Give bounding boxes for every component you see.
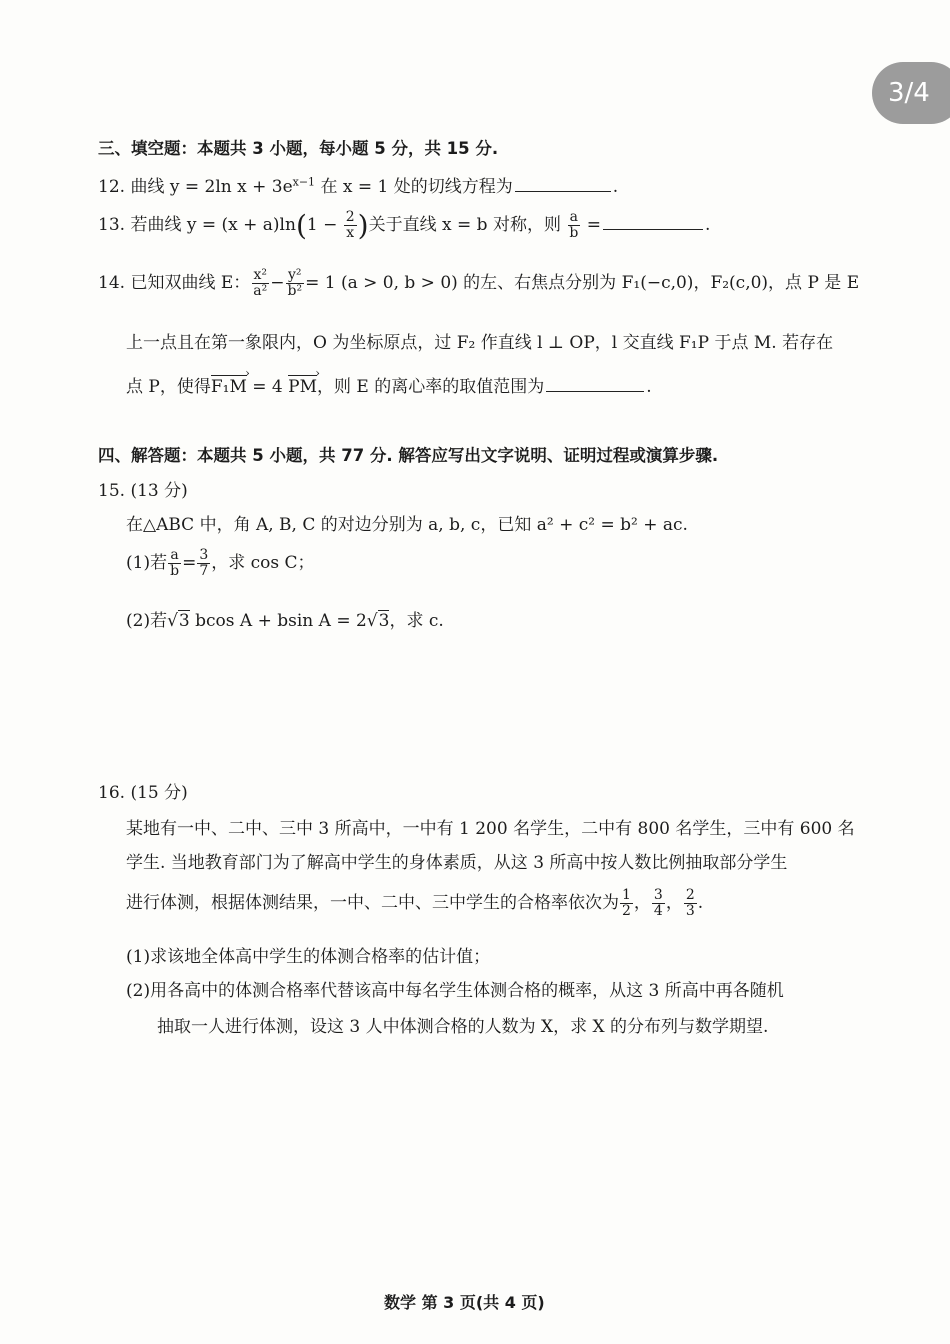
q15-p2-post: ，求 c. [389,611,444,631]
question-14-line-3 [126,372,652,397]
q15-part-1 [126,548,315,579]
q13-eq: = [586,215,601,235]
q15-stem: 在△ABC 中，角 A, B, C 的对边分别为 a, b, c，已知 a² + c² = b² + ac. [126,515,688,535]
question-13 [98,209,710,242]
q15-sqrt-3: 3 [178,611,190,631]
page-indicator-badge: 3/4 [872,62,950,124]
q13-text-mid: 关于直线 x = b 对称，则 [368,215,561,235]
q15-p1-pre: (1)若 [126,553,168,573]
q15-p2-mid: bcos A + bsin A = 2√ [189,611,378,631]
question-14-line-2: 上一点且在第一象限内，O 为坐标原点，过 F₂ 作直线 l ⊥ OP，l 交直线 F₁P 于点 M. 若存在 [126,333,834,353]
section-3-heading: 三、填空题：本题共 3 小题，每小题 5 分，共 15 分. [98,139,499,158]
q16-line-2: 学生. 当地教育部门为了解高中学生的身体素质，从这 3 所高中按人数比例抽取部分学生 [126,853,788,873]
q13-inner: 1 − [306,215,338,235]
q12-answer-blank[interactable] [515,177,611,192]
page-footer: 数学 第 3 页(共 4 页) [384,1293,545,1312]
q15-ratio-fraction: $\frac{a}{b}$ [170,547,180,579]
vector-f1m: F₁M › [211,377,247,397]
q14-text-rest: = 1 (a > 0, b > 0) 的左、右焦点分别为 F₁(−c,0)，F₂(c,0)，点 P 是 E [305,273,860,293]
q16-line3-end: . [697,893,704,913]
q16-number: 16. (15 分) [98,783,188,803]
q12-exponent: x−1 [292,175,316,189]
rate-fraction-1: $\frac{1}{2}$ [622,887,631,919]
q16-part-2-line-1: (2)用各高中的体测合格率代替该高中每名学生体测合格的概率，从这 3 所高中再各随机 [126,981,784,1001]
q14-minus: − [270,273,285,293]
q15-p2-pre: (2)若√ [126,611,178,631]
q13-fraction: $\frac{2}{x}$ [345,209,355,241]
q13-answer-fraction: $\frac{a}{b}$ [569,209,579,241]
rate-fraction-3: $\frac{2}{3}$ [685,887,695,919]
q13-answer-blank[interactable] [603,215,703,230]
section-4-heading: 四、解答题：本题共 5 小题，共 77 分. 解答应写出文字说明、证明过程或演算步骤. [98,446,719,465]
rate-fraction-2: $\frac{3}{4}$ [653,887,663,919]
q14-end: . [646,377,652,397]
q14-fraction-y: $\frac{\text{y²}}{\text{b²}}$ [287,267,303,299]
q12-text-mid: 在 x = 1 处的切线方程为 [320,177,513,197]
q16-part-2-line-2: 抽取一人进行体测，设这 3 人中体测合格的人数为 X，求 X 的分布列与数学期望. [157,1017,769,1037]
q14-line3-pre: 点 P，使得 [126,377,211,397]
q15-p1-eq: = [182,553,197,573]
q14-answer-blank[interactable] [546,377,644,392]
q14-vec-mid: = 4 [252,377,283,397]
q13-number: 13. [98,215,126,235]
q16-line-1: 某地有一中、二中、三中 3 所高中，一中有 1 200 名学生，二中有 800 名学生，三中有 600 名 [126,819,855,839]
q12-text: 曲线 y = 2ln x + 3e [130,177,293,197]
q15-value-fraction: $\frac{3}{7}$ [199,547,209,579]
q14-line3-post: ，则 E 的离心率的取值范围为 [317,377,545,397]
q13-right-paren: ) [357,209,369,242]
q12-number: 12. [98,177,126,197]
question-12 [98,172,618,197]
q16-part-1: (1)求该地全体高中学生的体测合格率的估计值； [126,947,491,967]
q15-part-2 [126,606,444,631]
sep: ， [665,893,683,913]
q15-sqrt-3b: 3 [378,611,390,631]
q13-left-paren: ( [295,209,307,242]
q16-line3-pre: 进行体测，根据体测结果，一中、二中、三中学生的合格率依次为 [126,893,619,913]
q14-number: 14. [98,273,126,293]
vector-pm: PM › [288,377,317,397]
sep: ， [633,893,651,913]
q16-line-3 [126,888,703,919]
q15-p1-post: ，求 cos C； [211,553,315,573]
q14-text: 已知双曲线 E： [130,273,251,293]
q13-end: . [704,215,711,235]
q13-text: 若曲线 y = (x + a)ln [130,215,296,235]
q12-end: . [612,177,619,197]
question-14-line-1 [98,268,859,299]
q15-number: 15. (13 分) [98,481,188,501]
q14-fraction-x: $\frac{\text{x²}}{\text{a²}}$ [253,267,268,299]
